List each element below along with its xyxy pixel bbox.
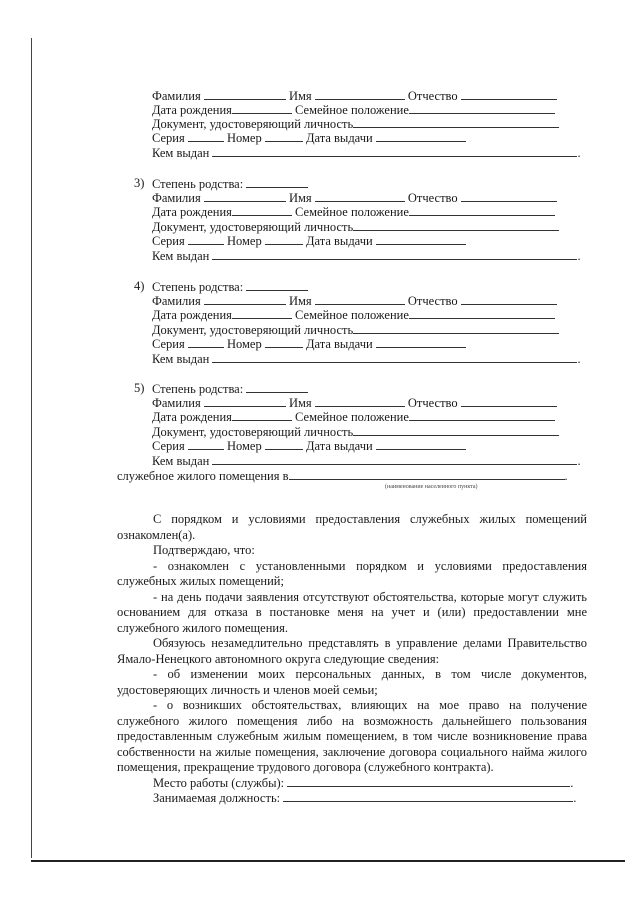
kinship-row: Степень родства: xyxy=(152,176,308,191)
acquainted-paragraph: С порядком и условиями предоставления служебных жилых помещений ознакомлен(а). xyxy=(117,512,587,542)
birth-date-field[interactable] xyxy=(232,102,292,114)
kinship-row: Степень родства: xyxy=(152,279,308,294)
issued-by-field[interactable] xyxy=(212,248,577,260)
issue-date-field[interactable] xyxy=(376,130,466,142)
patronymic-field[interactable] xyxy=(461,88,557,100)
body-text xyxy=(117,512,587,776)
series-field[interactable] xyxy=(188,438,224,450)
kinship-row: Степень родства: xyxy=(152,381,308,396)
scan-bottom-edge xyxy=(31,860,625,862)
birth-row: Дата рождения Семейное положение xyxy=(152,409,555,424)
series-row: Серия Номер Дата выдачи xyxy=(152,336,466,351)
issue-date-field[interactable] xyxy=(376,438,466,450)
marital-status-field[interactable] xyxy=(409,204,555,216)
name-field[interactable] xyxy=(315,395,405,407)
id-document-row: Документ, удостоверяющий личность xyxy=(152,116,559,131)
name-field[interactable] xyxy=(315,190,405,202)
kinship-field[interactable] xyxy=(246,381,308,393)
series-row: Серия Номер Дата выдачи xyxy=(152,233,466,248)
item-number: 4) xyxy=(134,279,145,293)
number-field[interactable] xyxy=(265,233,303,245)
issued-by-row: Кем выдан . xyxy=(152,249,581,263)
issued-by-row: Кем выдан . xyxy=(152,454,581,468)
surname-row: Фамилия Имя Отчество xyxy=(152,190,557,205)
surname-row: Фамилия Имя Отчество xyxy=(152,293,557,308)
surname-field[interactable] xyxy=(204,293,286,305)
position-field[interactable] xyxy=(283,790,573,802)
item-number: 3) xyxy=(134,176,145,190)
birth-row: Дата рождения Семейное положение xyxy=(152,102,555,117)
workplace-field[interactable] xyxy=(287,775,570,787)
number-field[interactable] xyxy=(265,130,303,142)
issued-by-field[interactable] xyxy=(212,145,577,157)
birth-row: Дата рождения Семейное положение xyxy=(152,307,555,322)
name-field[interactable] xyxy=(315,88,405,100)
issued-by-row: Кем выдан . xyxy=(152,146,581,160)
issue-date-field[interactable] xyxy=(376,233,466,245)
series-row: Серия Номер Дата выдачи xyxy=(152,130,466,145)
workplace-row: Место работы (службы): . xyxy=(153,776,574,790)
surname-row: Фамилия Имя Отчество xyxy=(152,395,557,410)
id-document-row: Документ, удостоверяющий личность xyxy=(152,322,559,337)
series-row: Серия Номер Дата выдачи xyxy=(152,438,466,453)
settlement-caption: (наименование населенного пункта) xyxy=(385,484,478,490)
patronymic-field[interactable] xyxy=(461,395,557,407)
birth-row: Дата рождения Семейное положение xyxy=(152,204,555,219)
patronymic-field[interactable] xyxy=(461,190,557,202)
id-document-field[interactable] xyxy=(353,219,559,231)
number-field[interactable] xyxy=(265,438,303,450)
item-number: 5) xyxy=(134,381,145,395)
surname-field[interactable] xyxy=(204,190,286,202)
name-field[interactable] xyxy=(315,293,405,305)
kinship-field[interactable] xyxy=(246,176,308,188)
surname-field[interactable] xyxy=(204,88,286,100)
kinship-field[interactable] xyxy=(246,279,308,291)
series-field[interactable] xyxy=(188,130,224,142)
obligation-item-1: - об изменении моих персональных данных, в том числе документов, удостоверяющих личность и членов моей семьи; xyxy=(117,667,587,697)
id-document-field[interactable] xyxy=(353,116,559,128)
series-field[interactable] xyxy=(188,233,224,245)
id-document-field[interactable] xyxy=(353,424,559,436)
issued-by-row: Кем выдан . xyxy=(152,352,581,366)
scan-left-edge xyxy=(31,38,32,858)
id-document-row: Документ, удостоверяющий личность xyxy=(152,424,559,439)
confirm-item-1: - ознакомлен с установленными порядком и условиями предоставления служебных жилых помещений; xyxy=(117,558,587,588)
marital-status-field[interactable] xyxy=(409,102,555,114)
confirm-heading: Подтверждаю, что: xyxy=(153,543,255,557)
surname-field[interactable] xyxy=(204,395,286,407)
birth-date-field[interactable] xyxy=(232,204,292,216)
settlement-field[interactable] xyxy=(289,468,565,480)
patronymic-field[interactable] xyxy=(461,293,557,305)
id-document-row: Документ, удостоверяющий личность xyxy=(152,219,559,234)
birth-date-field[interactable] xyxy=(232,409,292,421)
issue-date-field[interactable] xyxy=(376,336,466,348)
issued-by-field[interactable] xyxy=(212,351,577,363)
surname-row: Фамилия Имя Отчество xyxy=(152,88,557,103)
series-field[interactable] xyxy=(188,336,224,348)
marital-status-field[interactable] xyxy=(409,307,555,319)
obligation-item-2: - о возникших обстоятельствах, влияющих на мое право на получение служебного жилого помещения либо на возможность дальнейшего пользования предоставленным служебным жилым помещением, в том числе возникновение права собственности на жилые помещения, заключение договора социального найма жилого помещения, прекращение трудового договора (служебного контракта). xyxy=(117,698,587,774)
number-field[interactable] xyxy=(265,336,303,348)
obligation-paragraph: Обязуюсь незамедлительно представлять в управление делами Правительство Ямало-Ненецкого автономного округа следующие сведения: xyxy=(117,636,587,666)
issued-by-field[interactable] xyxy=(212,453,577,465)
confirm-item-2: - на день подачи заявления отсутствуют обстоятельства, которые могут служить основанием для отказа в постановке меня на учет и (или) предоставлении мне служебного жилого помещения. xyxy=(117,589,587,635)
marital-status-field[interactable] xyxy=(409,409,555,421)
housing-row: служебное жилого помещения в . xyxy=(117,469,568,483)
birth-date-field[interactable] xyxy=(232,307,292,319)
position-row: Занимаемая должность: . xyxy=(153,791,577,805)
id-document-field[interactable] xyxy=(353,322,559,334)
